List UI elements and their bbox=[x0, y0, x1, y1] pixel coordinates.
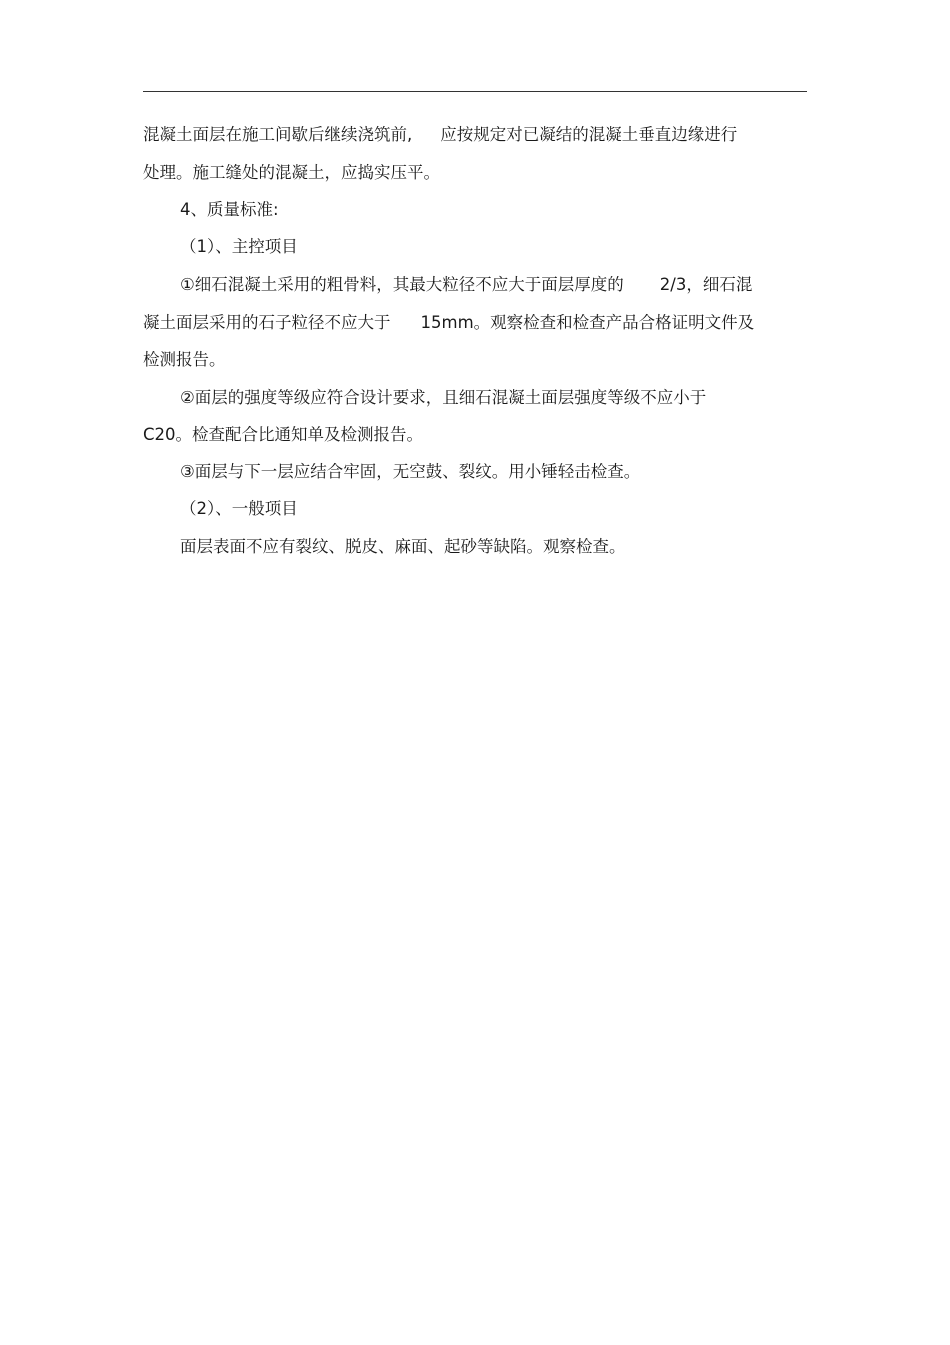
paragraph-line: 面层表面不应有裂纹、脱皮、麻面、起砂等缺陷。观察检查。 bbox=[180, 537, 626, 556]
text-segment: 应按规定对已凝结的混凝土垂直边缘进行 bbox=[440, 125, 738, 144]
text-segment: ①细石混凝土采用的粗骨料，其最大粒径不应大于面层厚度的 bbox=[180, 275, 624, 294]
paragraph-line: C20。检查配合比通知单及检测报告。 bbox=[143, 425, 424, 444]
text-segment: 2/3，细石混 bbox=[659, 275, 753, 294]
paragraph-line: ②面层的强度等级应符合设计要求，且细石混凝土面层强度等级不应小于 bbox=[180, 388, 707, 407]
text-segment: 混凝土面层在施工间歇后继续浇筑前, bbox=[143, 125, 413, 144]
paragraph-line: ③面层与下一层应结合牢固，无空鼓、裂纹。用小锤轻击检查。 bbox=[180, 462, 641, 481]
subsection-heading: （1）、主控项目 bbox=[180, 237, 298, 256]
text-segment: 凝土面层采用的石子粒径不应大于 bbox=[143, 313, 391, 332]
section-heading: 4、质量标准: bbox=[180, 200, 279, 219]
paragraph-line bbox=[143, 313, 754, 333]
paragraph-line: 检测报告。 bbox=[143, 350, 226, 369]
text-segment: 15mm。观察检查和检查产品合格证明文件及 bbox=[420, 313, 755, 332]
header-rule bbox=[143, 91, 807, 92]
paragraph-line bbox=[143, 125, 737, 145]
paragraph-line: 处理。施工缝处的混凝土，应捣实压平。 bbox=[143, 163, 440, 182]
subsection-heading: （2）、一般项目 bbox=[180, 499, 298, 518]
paragraph-line bbox=[180, 275, 752, 295]
